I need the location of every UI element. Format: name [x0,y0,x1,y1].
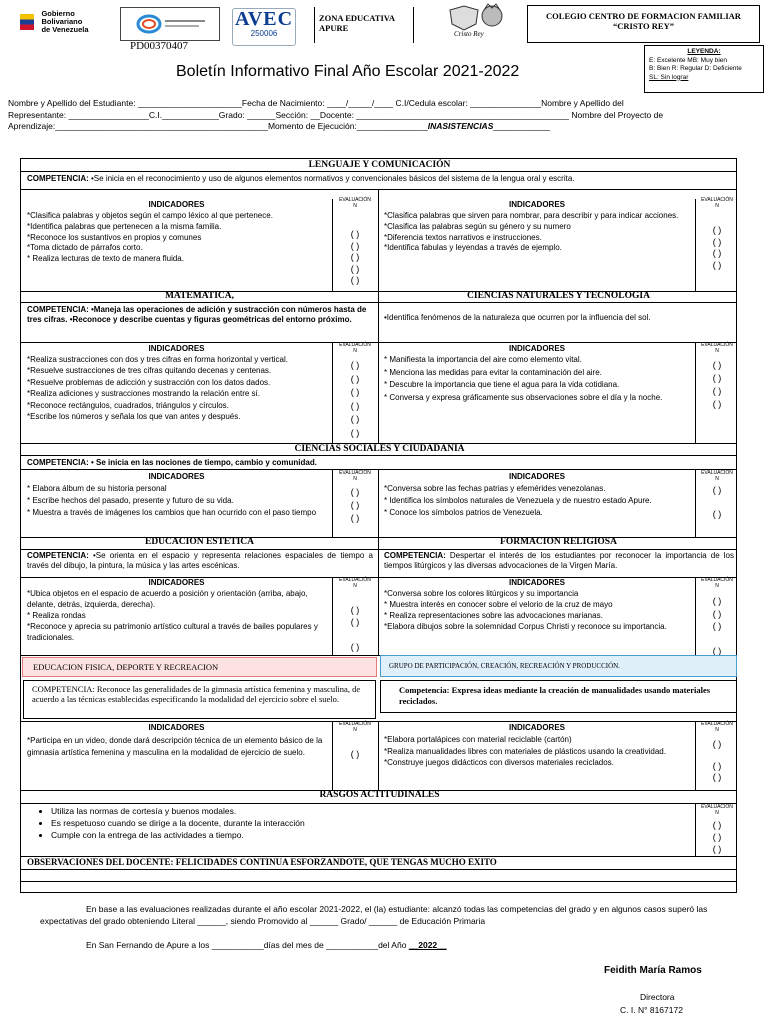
report-title: Boletín Informativo Final Año Escolar 2021-2022 [176,63,520,80]
list-item: *Identifica fabulas y leyendas a través de ejemplo. [384,243,562,253]
signer-ci: C. I. N° 8167172 [620,1005,683,1015]
list-item: *Elabora portalápices con material reciclable (cartón) [384,735,572,744]
list-item: *Identifica palabras que pertenecen a la misma familia. [27,221,222,231]
sociales-eval-left: EVALUACIÓN N [339,470,371,482]
matematica-indicators [27,354,329,422]
legend-line-2: B: Bien R: Regular D: Deficiente [649,65,742,72]
matematica-eval: EVALUACIÓN N [339,342,371,354]
footer-paragraph-2: En San Fernando de Apure a los ___________días del mes de ___________del Año __2022__ [86,940,447,950]
list-item: * Elabora álbum de su historia personal [27,484,167,493]
lenguaje-competencia: COMPETENCIA: •Se inicia en el reconocimiento y uso de algunos elementos normativos y convencionales básicos del sistema de la lengua oral y escrita. [27,174,575,183]
list-item: *Realiza sustracciones con dos y tres cifras en forma horizontal y vertical. [27,355,288,364]
list-item: * Descubre la importancia que tiene el agua para la vida cotidiana. [384,380,620,389]
fisica-eval-slots[interactable]: ( ) [350,749,360,759]
list-item: * Muestra a través de imágenes los cambios que han ocurrido con el paso tiempo [27,508,317,517]
legend-line-3: SL: Sin lograr [649,73,689,81]
fisica-indicadores: INDICADORES [148,723,205,732]
religiosa-competencia: COMPETENCIA: Despertar el interés de los estudiantes por reconocer la importancia de los tiempos litúrgicos y las diversas advocaciones de la Virgen María. [384,551,734,570]
avec-logo [232,8,296,46]
list-item: *Reconoce los sustantivos en propios y comunes [27,232,202,242]
religiosa-indicadores: INDICADORES [508,578,565,587]
lenguaje-indicators-right [384,211,690,254]
lenguaje-eval-right: EVALUACIÓN N [701,197,733,209]
ciencias-indicators [384,354,690,404]
list-item: *Elabora dibujos sobre la solemnidad Corpus Christi y reconoce su importancia. [384,622,667,631]
rasgos-eval-slots[interactable]: ( ) ( ) ( ) [712,820,722,854]
list-item: *Clasifica palabras que sirven para nombrar, para describir y para indicar acciones. [384,211,679,220]
crest-caption: Cristo Rey [454,30,484,38]
grupo-indicadores: INDICADORES [508,723,565,732]
zona-text: ZONA EDUCATIVA APURE [319,13,395,33]
ministry-logo-icon [127,10,217,40]
matematica-indicadores: INDICADORES [148,344,205,353]
fisica-competencia: COMPETENCIA: Reconoce las generalidades de la gimnasia artística femenina y masculina, de acuerdo a las técnicas establecidas especificando la modalidad del ejercicio sobre el suelo. [23,680,376,719]
matematica-competencia: COMPETENCIA: •Maneja las operaciones de adición y sustracción con números hasta de tres cifras. •Reconoce y describe cuentas y figuras geométricas del entorno próximo. [27,305,367,324]
zona-box [314,7,414,43]
list-item: • Cumple con la entrega de las actividades a tiempo. [51,829,679,841]
section-rasgos-title: RASGOS ACTITUDINALES [319,790,440,800]
sociales-eval-slots-left[interactable]: ( ) ( ) ( ) [350,487,360,523]
section-matematica-title: MATEMATICA, [164,291,235,301]
legend-title: LEYENDA: [687,48,721,55]
list-item: * Realiza lecturas de texto de manera fluida. [27,254,184,264]
observaciones-docente: OBSERVACIONES DEL DOCENTE: FELICIDADES CONTINUA ESFORZANDOTE, QUE TENGAS MUCHO EXITO [27,857,497,867]
list-item: * Realiza rondas [27,611,86,620]
sociales-eval-slots-right[interactable]: ( ) ( ) [712,485,722,519]
list-item: * Escribe hechos del pasado, presente y futuro de su vida. [27,496,234,505]
evaluation-table [20,158,737,893]
section-lenguaje-title: LENGUAJE Y COMUNICACIÓN [308,160,451,170]
fisica-indicators [27,735,329,758]
document-code: PD00370407 [130,40,189,52]
ministry-logo-box [120,7,220,41]
rasgos-list [39,805,679,841]
estetica-eval-slots[interactable]: ( ) ( ) ( ) [350,605,360,652]
field-line-1[interactable]: Nombre y Apellido del Estudiante: ______________________Fecha de Nacimiento: ____/_____/____ C.I/Cedula escolar: _______________Nombre y Apellido del [8,98,624,108]
list-item: • Es respetuoso cuando se dirige a la docente, durante la interacción [51,817,679,829]
venezuela-flag-icon [20,14,34,30]
avec-text: AVEC [234,8,294,30]
list-item: *Reconoce y aprecia su patrimonio artístico cultural a través de bailes populares y tradicionales. [27,622,318,642]
sociales-indicadores-left: INDICADORES [148,472,205,481]
inasistencias-label: INASISTENCIAS [427,121,494,131]
ciencias-competencia: •Identifica fenómenos de la naturaleza que ocurren por la influencia del sol. [384,313,651,322]
sociales-competencia: COMPETENCIA: • Se inicia en las nociones de tiempo, cambio y comunidad. [27,458,317,467]
signer-role: Directora [640,992,675,1002]
lenguaje-eval-slots-right[interactable]: ( ) ( ) ( ) ( ) [712,225,722,270]
grupo-eval-slots[interactable]: ( ) ( ) ( ) [712,739,722,782]
sociales-indicators-right [384,483,690,519]
gov-line-2: Bolivariano [41,17,83,26]
list-item: *Resuelve problemas de adicción y sustracción con los datos dados. [27,377,271,387]
avec-number: 250006 [250,29,278,38]
religiosa-eval-slots[interactable]: ( ) ( ) ( ) ( ) [712,596,722,656]
footer-year: __2022__ [408,940,447,950]
section-estetica-title: EDUCACION ESTETICA [144,537,254,547]
list-item: *Resuelve sustracciones de tres cifras quitando decenas y centenas. [27,366,272,376]
estetica-indicadores: INDICADORES [148,578,205,587]
list-item: *Realiza manualidades libres con materiales de plásticos usando la creatividad. [384,746,666,756]
field-line-2[interactable]: Representante: _________________C.I.____________Grado: ______Sección: __Docente: _____________________________________________ Nombre del Proyecto de [8,109,664,120]
section-ciencias-title: CIENCIAS NATURALES Y TECNOLOGIA [467,291,650,301]
religiosa-eval: EVALUACIÓN N [701,577,733,589]
list-item: * Conoce los símbolos patrios de Venezuela. [384,508,543,517]
matematica-eval-slots[interactable]: ( ) ( ) ( ) ( ) ( ) ( ) [350,360,360,438]
list-item: * Realiza representaciones sobre las advocaciones marianas. [384,611,603,620]
sociales-indicators-left [27,483,329,519]
school-name-box [527,5,760,43]
list-item: *Reconoce rectángulos, cuadrados, triángulos y círculos. [27,400,229,410]
list-item: * Muestra interés en conocer sobre el velorio de la cruz de mayo [384,600,613,609]
list-item: * Conversa y expresa gráficamente sus observaciones sobre el día y la noche. [384,392,663,402]
list-item: *Escribe los números y señala los que van antes y después. [27,412,241,422]
list-item: *Realiza adiciones y sustracciones mostrando la relación entre sí. [27,389,261,399]
grupo-indicators [384,734,690,769]
list-item: *Construye juegos didácticos con diversos materiales reciclados. [384,758,614,767]
estetica-competencia: COMPETENCIA: •Se orienta en el espacio y representa relaciones espaciales de tiempo a través del dibujo, la pintura, la música y las artes escénicas. [27,551,373,570]
school-crest [424,2,518,44]
list-item: * Manifiesta la importancia del aire como elemento vital. [384,355,582,364]
list-item: *Participa en un video, donde dará descripción técnica de un elemento básico de la gimnasia artística femenina y masculina en la modalidad de ejercicio de suelo. [27,736,323,757]
section-grupo-title: GRUPO DE PARTICIPACIÓN, CREACIÓN, RECREACIÓN Y PRODUCCIÓN. [380,655,737,677]
list-item: *Ubica objetos en el espacio de acuerdo a posición y orientación (arriba, abajo, delante, detrás, izquierda, derecha). [27,589,308,609]
list-item: *Toma dictado de párrafos corto. [27,243,143,253]
student-fields [8,98,728,133]
field-line-3[interactable]: Aprendizaje:_____________________________________________Momento de Ejecución:_______________INASISTENCIAS____________ [8,121,551,131]
list-item: *Diferencia textos narrativos e instrucciones. [384,232,542,242]
legend-box [644,45,764,93]
list-item: * Identifica los símbolos naturales de Venezuela y de nuestro estado Apure. [384,496,652,505]
lenguaje-indicadores-left: INDICADORES [148,200,205,209]
fisica-eval: EVALUACIÓN N [339,721,371,733]
ciencias-eval-slots[interactable]: ( ) ( ) ( ) ( ) [712,360,722,409]
list-item: *Conversa sobre los colores litúrgicos y su importancia [384,589,579,598]
ciencias-indicadores: INDICADORES [508,344,565,353]
school-line-2: “CRISTO REY” [612,21,674,31]
ciencias-eval: EVALUACIÓN N [701,342,733,354]
religiosa-indicators [384,588,690,632]
section-religiosa-title: FORMACION RELIGIOSA [500,537,617,547]
grupo-competencia: Competencia: Expresa ideas mediante la creación de manualidades usando materiales reciclados. [380,680,737,713]
gov-line-3: de Venezuela [41,25,89,34]
list-item: *Conversa sobre las fechas patrias y efemérides venezolanas. [384,484,606,493]
grupo-eval: EVALUACIÓN N [701,721,733,733]
list-item: *Clasifica palabras y objetos según el campo léxico al que pertenece. [27,211,273,220]
lenguaje-indicadores-right: INDICADORES [508,200,565,209]
section-sociales-title: CIENCIAS SOCIALES Y CIUDADANIA [294,444,465,454]
lenguaje-eval-slots-left[interactable]: ( ) ( ) ( ) ( ) ( ) [350,229,360,285]
signer-name: Feidith María Ramos [604,965,702,976]
footer-paragraph-1: En base a las evaluaciones realizadas durante el año escolar 2021-2022, el (la) estudiante: alcanzó todas las competencias del grado y en algunos casos superó las expectativas del grado obteniendo Literal ______, siendo Promovido al ______ Grado/ ______ de Educación Primaria [40,904,708,926]
gov-line-1: Gobierno [41,9,75,18]
gov-logo [20,10,110,40]
sociales-eval-right: EVALUACIÓN N [701,470,733,482]
list-item: *Clasifica las palabras según su género y su numero [384,221,571,231]
school-line-1: COLEGIO CENTRO DE FORMACION FAMILIAR [546,11,741,21]
rasgos-eval: EVALUACIÓN N [701,804,733,816]
sociales-indicadores-right: INDICADORES [508,472,565,481]
list-item: • Utiliza las normas de cortesía y buenos modales. [51,805,679,817]
section-fisica-title: EDUCACION FISICA, DEPORTE Y RECREACION [22,657,377,677]
legend-line-1: E: Excelente MB: Muy bien [649,56,728,64]
list-item: * Menciona las medidas para evitar la contaminación del aire. [384,367,602,377]
lenguaje-eval-left: EVALUACIÓN N [339,197,371,209]
estetica-indicators [27,588,329,643]
estetica-eval: EVALUACIÓN N [339,577,371,589]
lenguaje-indicators-left [27,211,329,265]
